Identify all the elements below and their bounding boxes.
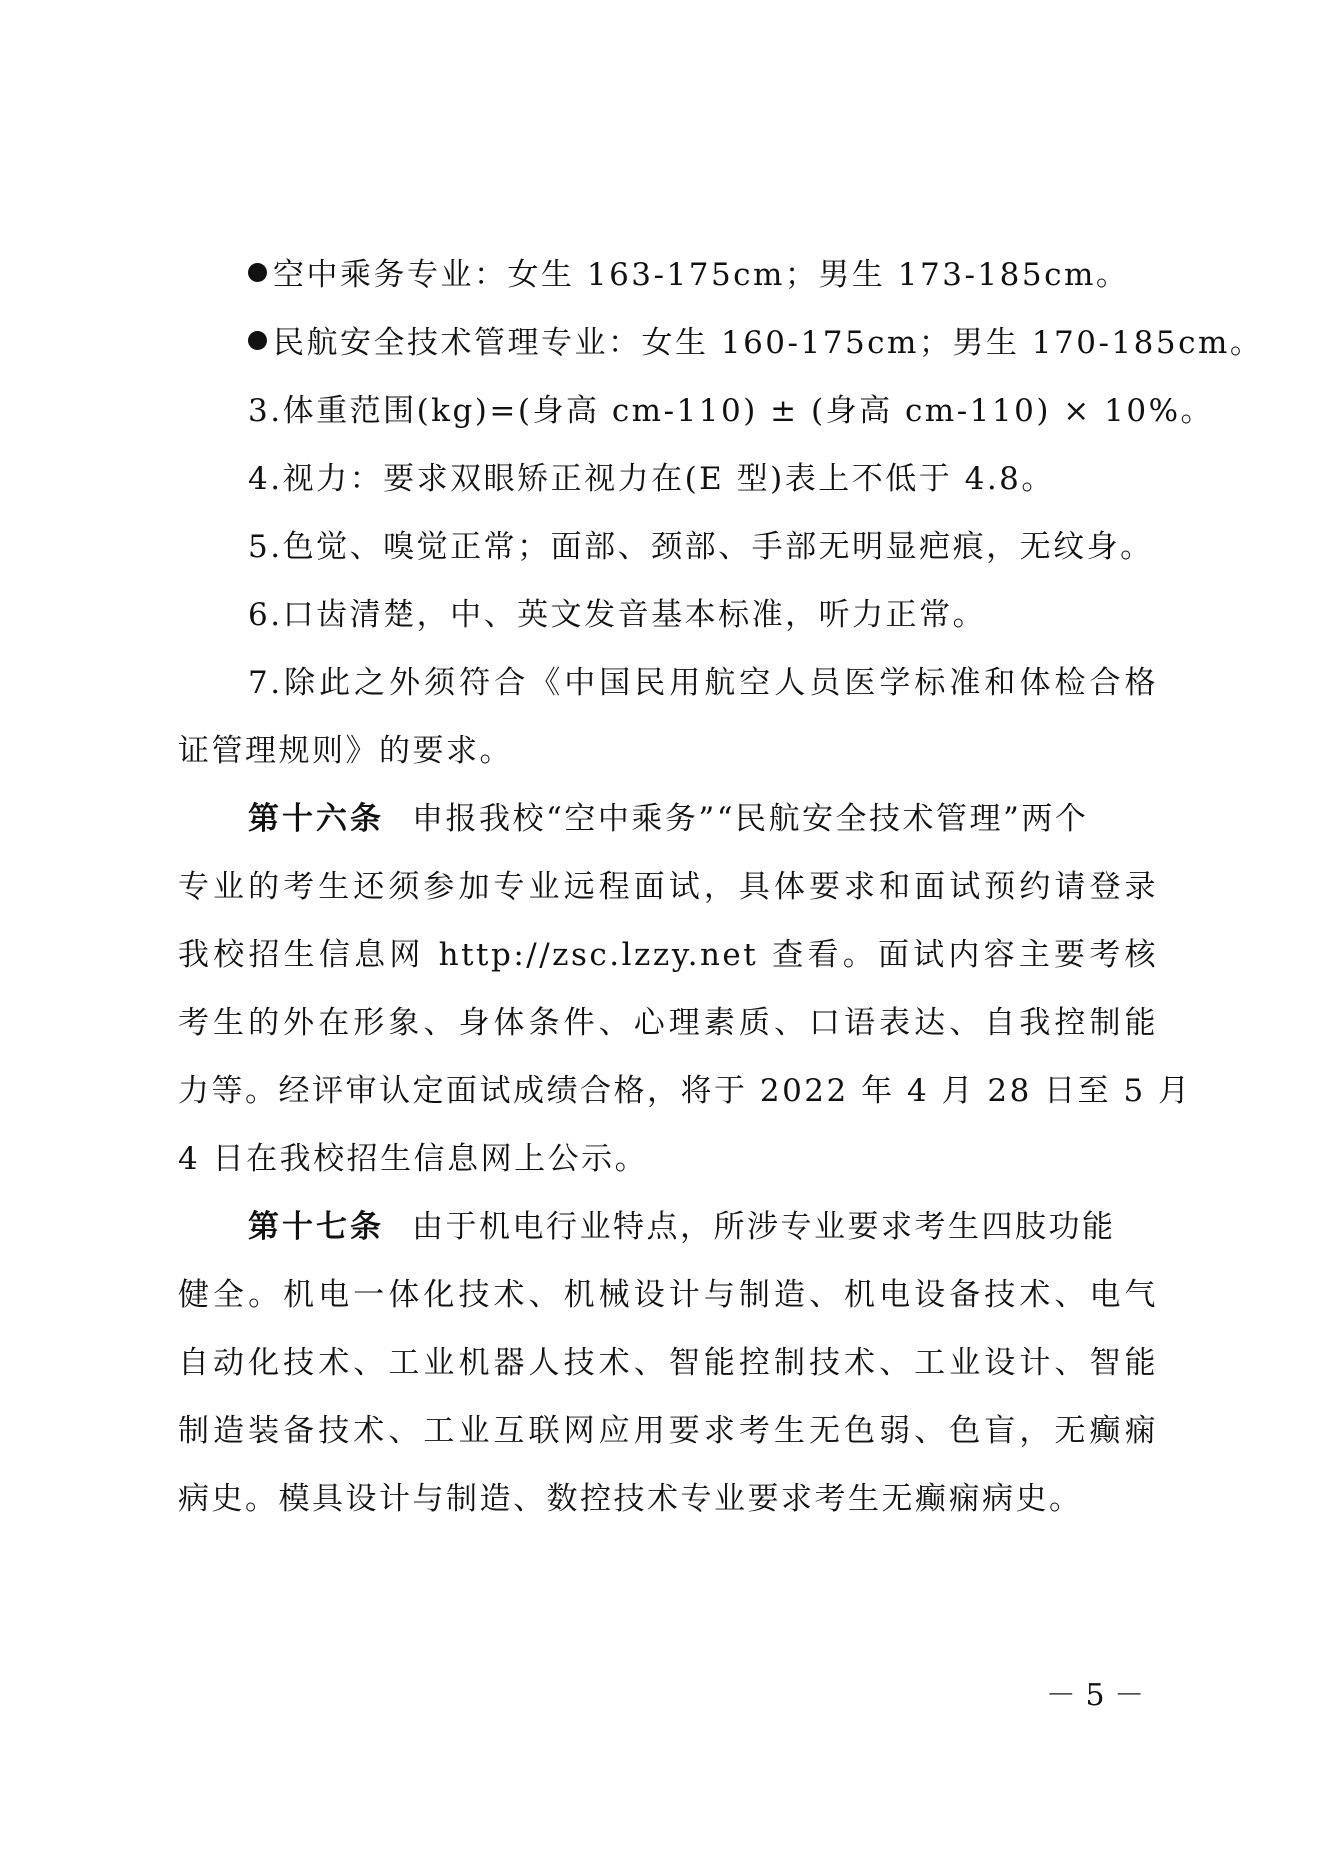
weight-range-item: 3.体重范围(kg)=(身高 cm-110) ± (身高 cm-110) × 10%。 (248, 393, 1215, 429)
medical-standard-item-continuation: 证管理规则》的要求。 (178, 733, 513, 769)
color-smell-item: 5.色觉、嗅觉正常；面部、颈部、手部无明显疤痕，无纹身。 (248, 529, 1154, 565)
article-16-line: 申报我校“空中乘务”“民航安全技术管理”两个 (412, 801, 1089, 837)
article-17-line: 制造装备技术、工业互联网应用要求考生无色弱、色盲，无癫痫 (178, 1413, 1158, 1449)
height-requirement-aviation-security (248, 323, 1264, 363)
article-16-line: 4 日在我校招生信息网上公示。 (178, 1141, 649, 1177)
medical-standard-item: 7.除此之外须符合《中国民用航空人员医学标准和体检合格 (248, 665, 1158, 701)
height-requirement-cabin-crew (248, 255, 1158, 295)
page-number: － 5 － (1045, 1678, 1145, 1713)
article-16-line: 力等。经评审认定面试成绩合格，将于 2022 年 4 月 28 日至 5 月 (178, 1073, 1192, 1109)
article-17-line: 病史。模具设计与制造、数控技术专业要求考生无癫痫病史。 (178, 1481, 1083, 1517)
article-16-line: 我校招生信息网 http://zsc.lzzy.net 查看。面试内容主要考核 (178, 937, 1158, 973)
article-17-line: 健全。机电一体化技术、机械设计与制造、机电设备技术、电气 (178, 1277, 1158, 1313)
vision-item: 4.视力：要求双眼矫正视力在(E 型)表上不低于 4.8。 (248, 461, 1055, 497)
article-17-title: 第十七条 (248, 1209, 384, 1245)
article-16-title: 第十六条 (248, 801, 384, 837)
article-17-first-line (248, 1207, 1158, 1247)
article-16-line: 专业的考生还须参加专业远程面试，具体要求和面试预约请登录 (178, 869, 1158, 905)
bullet-icon (248, 263, 267, 282)
bullet-icon (248, 331, 267, 350)
height-requirement-text: 空中乘务专业：女生 163-175cm；男生 173-185cm。 (273, 257, 1130, 293)
article-17-line: 自动化技术、工业机器人技术、智能控制技术、工业设计、智能 (178, 1345, 1158, 1381)
article-16-line: 考生的外在形象、身体条件、心理素质、口语表达、自我控制能 (178, 1005, 1158, 1041)
height-requirement-text: 民航安全技术管理专业：女生 160-175cm；男生 170-185cm。 (273, 325, 1264, 361)
article-16-first-line (248, 799, 1158, 839)
speech-hearing-item: 6.口齿清楚，中、英文发音基本标准，听力正常。 (248, 597, 987, 633)
article-17-line: 由于机电行业特点，所涉专业要求考生四肢功能 (412, 1209, 1116, 1245)
